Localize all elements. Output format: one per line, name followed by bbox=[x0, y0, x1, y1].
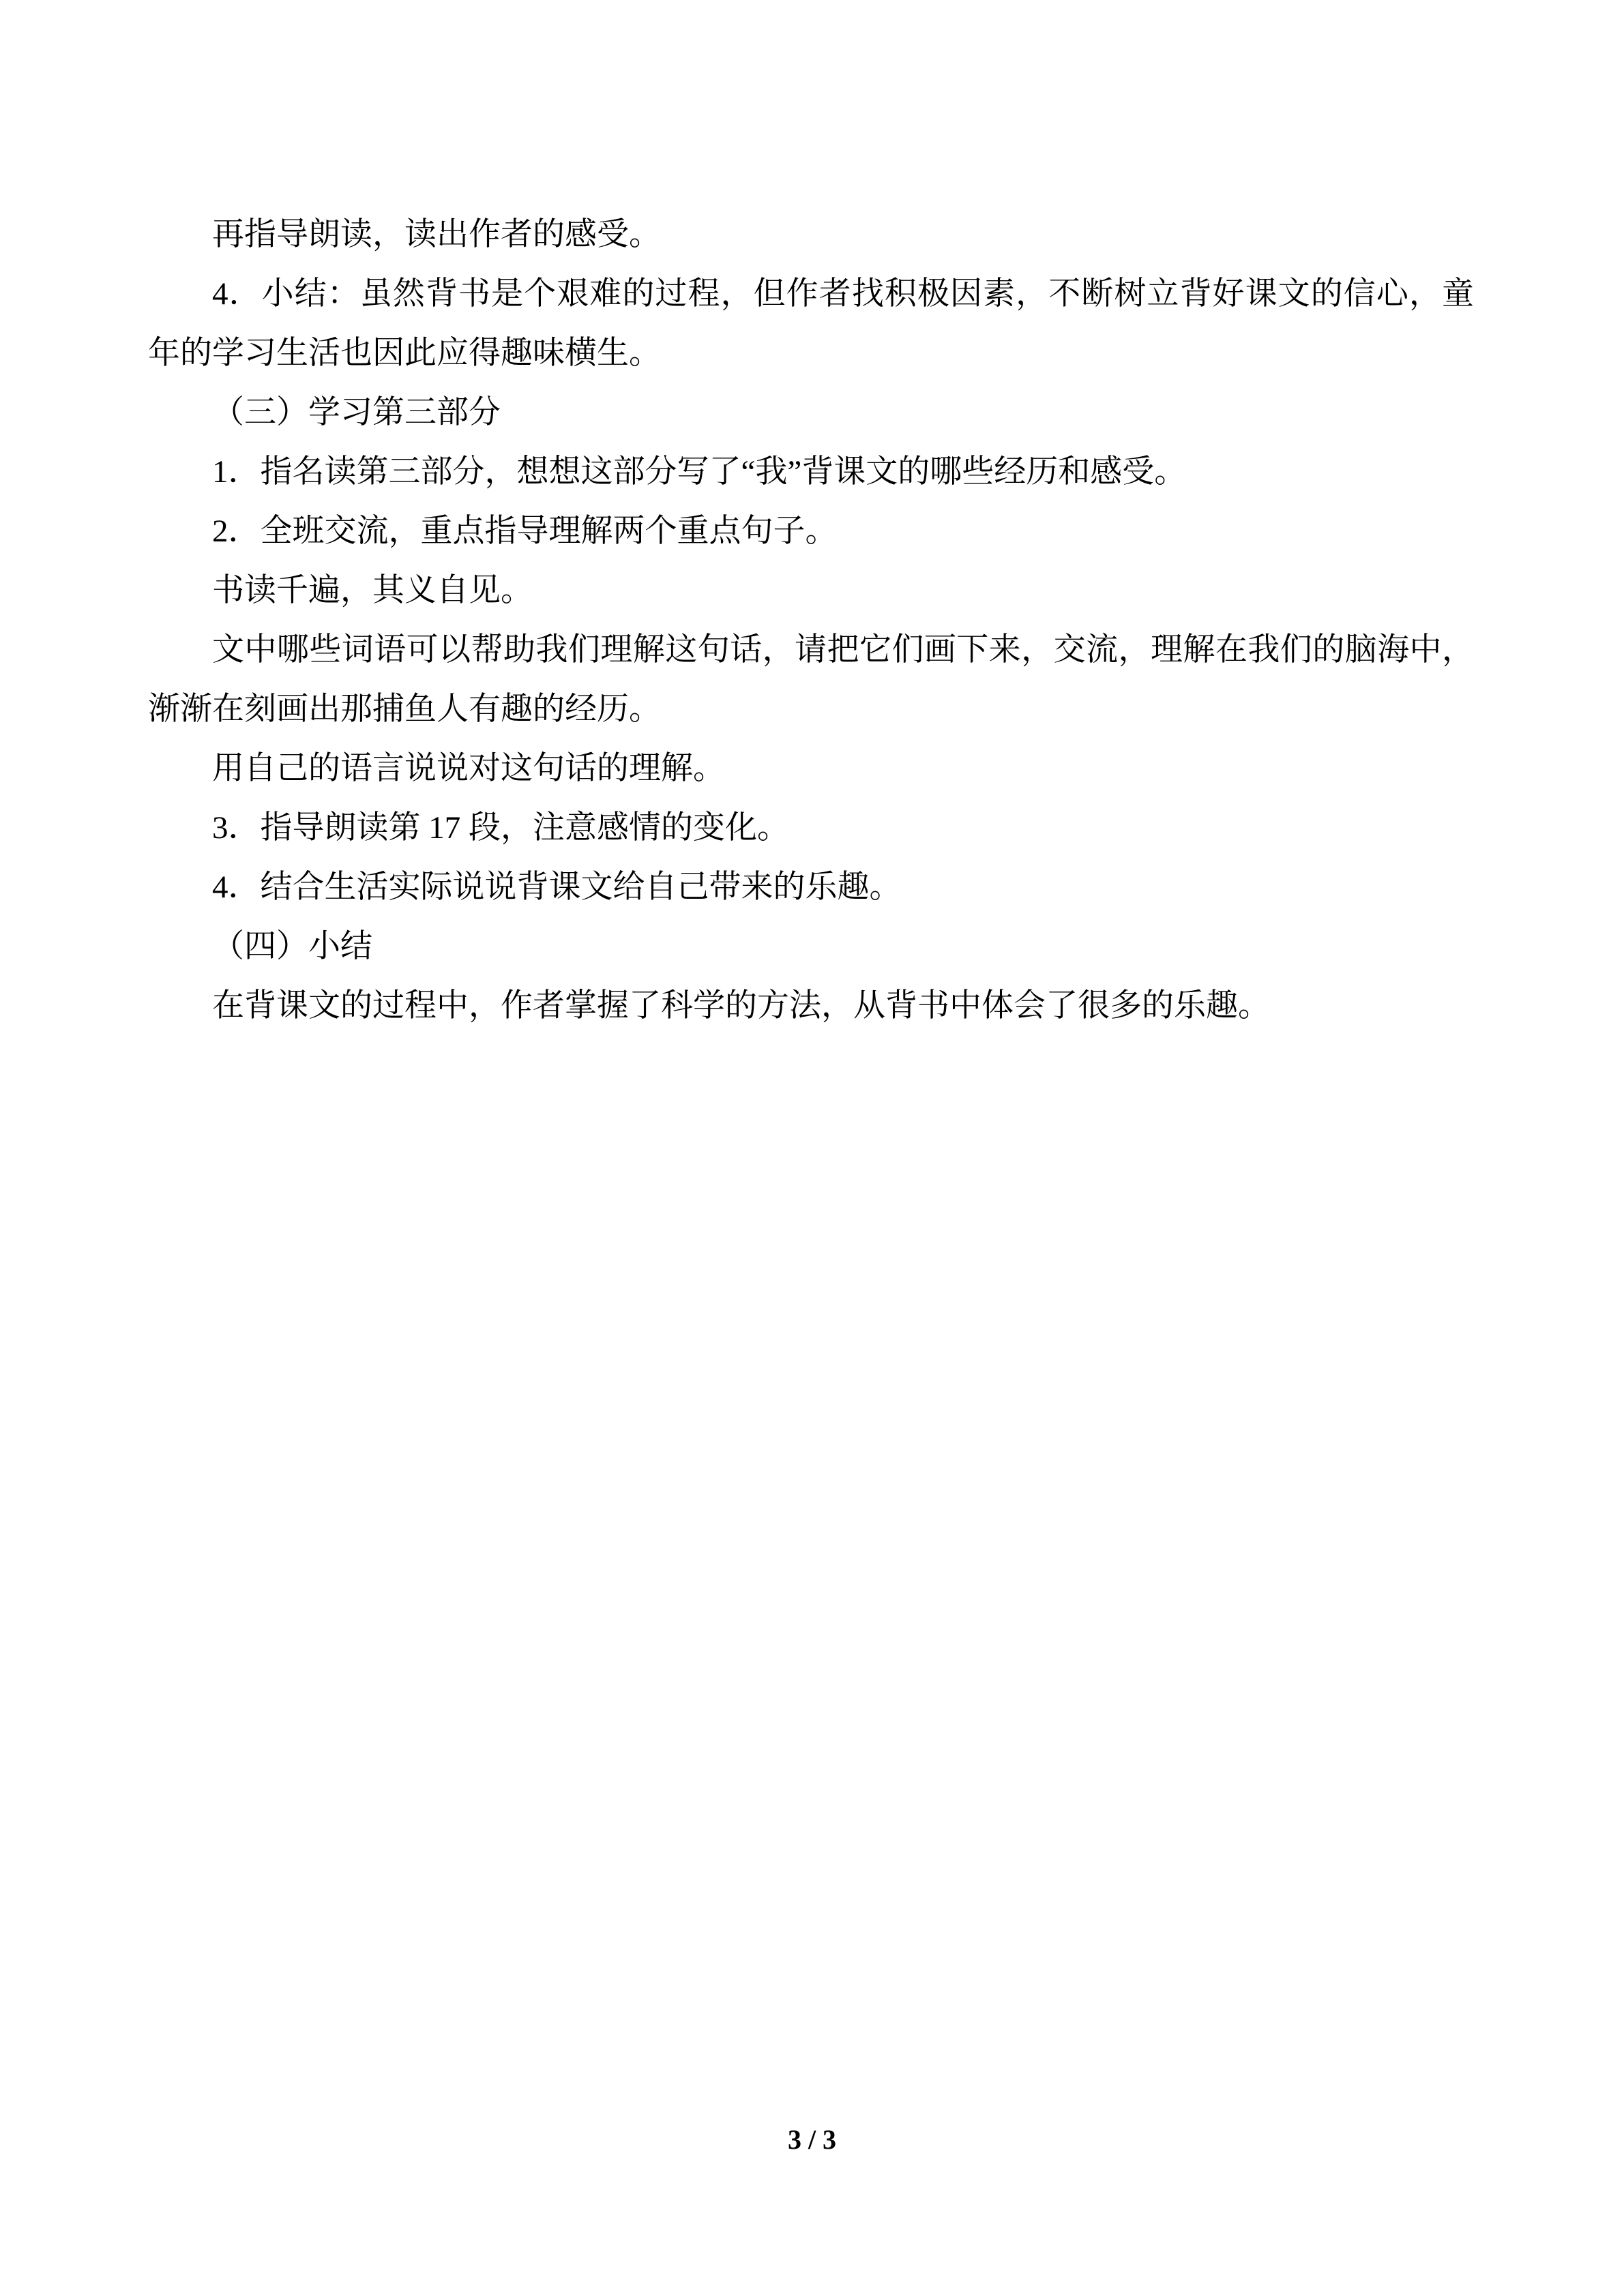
paragraph: （四）小结 bbox=[212, 929, 372, 964]
paragraph: 4．结合生活实际说说背课文给自己带来的乐趣。 bbox=[212, 869, 902, 905]
paragraph: 书读千遍，其义自见。 bbox=[212, 573, 533, 608]
document-body bbox=[148, 205, 1474, 1036]
paragraph: 在背课文的过程中，作者掌握了科学的方法，从背书中体会了很多的乐趣。 bbox=[212, 988, 1270, 1024]
paragraph: 再指导朗读，读出作者的感受。 bbox=[212, 217, 661, 252]
paragraph: 2．全班交流，重点指导理解两个重点句子。 bbox=[212, 513, 838, 549]
paragraph: 3．指导朗读第 17 段，注意感情的变化。 bbox=[212, 810, 789, 846]
paragraph: 1．指名读第三部分，想想这部分写了“我”背课文的哪些经历和感受。 bbox=[212, 454, 1187, 490]
paragraph: （三）学习第三部分 bbox=[212, 395, 501, 430]
paragraph: 4．小结：虽然背书是个艰难的过程，但作者找积极因素，不断树立背好课文的信心，童年的学习生活也因此应得趣味横生。 bbox=[148, 276, 1474, 371]
paragraph: 用自己的语言说说对这句话的理解。 bbox=[212, 751, 725, 786]
page-number: 3 / 3 bbox=[787, 2124, 837, 2155]
paragraph: 文中哪些词语可以帮助我们理解这句话，请把它们画下来，交流，理解在我们的脑海中，渐渐在刻画出那捕鱼人有趣的经历。 bbox=[148, 632, 1474, 727]
